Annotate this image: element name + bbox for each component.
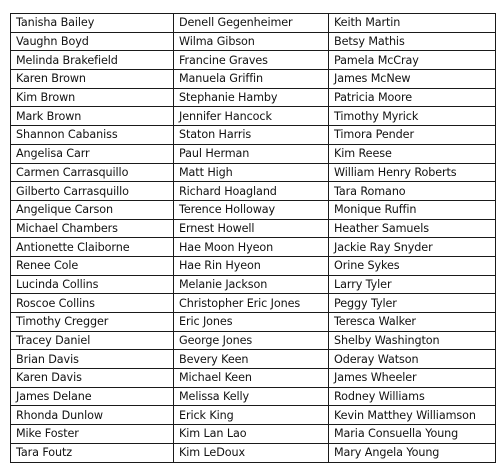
name-cell: Pamela McCray xyxy=(329,51,496,70)
name-cell: Jackie Ray Snyder xyxy=(329,238,496,257)
name-cell: Larry Tyler xyxy=(329,275,496,294)
table-row xyxy=(11,107,496,126)
name-cell: Timora Pender xyxy=(329,126,496,145)
name-cell: Antionette Claiborne xyxy=(11,238,174,257)
name-cell: Karen Davis xyxy=(11,369,174,388)
name-cell: Hae Moon Hyeon xyxy=(174,238,329,257)
name-cell: Orine Sykes xyxy=(329,256,496,275)
name-cell: Christopher Eric Jones xyxy=(174,294,329,313)
name-cell: George Jones xyxy=(174,331,329,350)
name-cell: Melanie Jackson xyxy=(174,275,329,294)
table-row xyxy=(11,369,496,388)
name-cell: Maria Consuella Young xyxy=(329,425,496,444)
name-cell: Paul Herman xyxy=(174,144,329,163)
name-cell: Ernest Howell xyxy=(174,219,329,238)
name-cell: Wilma Gibson xyxy=(174,32,329,51)
name-cell: Matt High xyxy=(174,163,329,182)
table-row xyxy=(11,256,496,275)
name-cell: Heather Samuels xyxy=(329,219,496,238)
name-cell: Erick King xyxy=(174,406,329,425)
name-cell: Betsy Mathis xyxy=(329,32,496,51)
table-row xyxy=(11,406,496,425)
name-cell: Bevery Keen xyxy=(174,350,329,369)
table-row xyxy=(11,200,496,219)
table-row xyxy=(11,32,496,51)
name-cell: Gilberto Carrasquillo xyxy=(11,182,174,201)
table-row xyxy=(11,294,496,313)
name-cell: Shelby Washington xyxy=(329,331,496,350)
name-cell: Michael Keen xyxy=(174,369,329,388)
name-cell: Mark Brown xyxy=(11,107,174,126)
name-cell: Monique Ruffin xyxy=(329,200,496,219)
name-cell: Stephanie Hamby xyxy=(174,88,329,107)
name-cell: Kim Brown xyxy=(11,88,174,107)
name-cell: Michael Chambers xyxy=(11,219,174,238)
names-table xyxy=(10,13,496,463)
name-cell: Renee Cole xyxy=(11,256,174,275)
names-table-body xyxy=(11,14,496,463)
table-row xyxy=(11,182,496,201)
name-cell: Angelisa Carr xyxy=(11,144,174,163)
name-cell: Denell Gegenheimer xyxy=(174,14,329,33)
name-cell: William Henry Roberts xyxy=(329,163,496,182)
name-cell: Carmen Carrasquillo xyxy=(11,163,174,182)
table-row xyxy=(11,219,496,238)
name-cell: Terence Holloway xyxy=(174,200,329,219)
name-cell: Teresca Walker xyxy=(329,313,496,332)
name-cell: Manuela Griffin xyxy=(174,70,329,89)
name-cell: James McNew xyxy=(329,70,496,89)
name-cell: Rhonda Dunlow xyxy=(11,406,174,425)
table-row xyxy=(11,350,496,369)
table-row xyxy=(11,331,496,350)
name-cell: Mike Foster xyxy=(11,425,174,444)
table-row xyxy=(11,313,496,332)
name-cell: Brian Davis xyxy=(11,350,174,369)
name-cell: Eric Jones xyxy=(174,313,329,332)
name-cell: Melissa Kelly xyxy=(174,387,329,406)
table-row xyxy=(11,70,496,89)
name-cell: Roscoe Collins xyxy=(11,294,174,313)
name-cell: Tara Foutz xyxy=(11,443,174,462)
table-row xyxy=(11,126,496,145)
name-cell: Shannon Cabaniss xyxy=(11,126,174,145)
name-cell: Keith Martin xyxy=(329,14,496,33)
table-row xyxy=(11,144,496,163)
name-cell: Angelique Carson xyxy=(11,200,174,219)
name-cell: Mary Angela Young xyxy=(329,443,496,462)
table-row xyxy=(11,275,496,294)
name-cell: Kim Reese xyxy=(329,144,496,163)
name-cell: Kim Lan Lao xyxy=(174,425,329,444)
name-cell: Hae Rin Hyeon xyxy=(174,256,329,275)
name-cell: Patricia Moore xyxy=(329,88,496,107)
name-cell: Tanisha Bailey xyxy=(11,14,174,33)
name-cell: Kim LeDoux xyxy=(174,443,329,462)
name-cell: Timothy Cregger xyxy=(11,313,174,332)
name-cell: Timothy Myrick xyxy=(329,107,496,126)
name-cell: James Wheeler xyxy=(329,369,496,388)
table-row xyxy=(11,14,496,33)
name-cell: Vaughn Boyd xyxy=(11,32,174,51)
name-cell: Peggy Tyler xyxy=(329,294,496,313)
table-row xyxy=(11,425,496,444)
name-cell: Lucinda Collins xyxy=(11,275,174,294)
name-cell: Tracey Daniel xyxy=(11,331,174,350)
name-cell: Oderay Watson xyxy=(329,350,496,369)
name-cell: Tara Romano xyxy=(329,182,496,201)
name-cell: Francine Graves xyxy=(174,51,329,70)
table-row xyxy=(11,238,496,257)
name-cell: Staton Harris xyxy=(174,126,329,145)
name-cell: Karen Brown xyxy=(11,70,174,89)
name-cell: Kevin Matthey Williamson xyxy=(329,406,496,425)
name-cell: James Delane xyxy=(11,387,174,406)
table-row xyxy=(11,163,496,182)
name-cell: Jennifer Hancock xyxy=(174,107,329,126)
table-row xyxy=(11,51,496,70)
table-row xyxy=(11,443,496,462)
name-cell: Melinda Brakefield xyxy=(11,51,174,70)
name-cell: Rodney Williams xyxy=(329,387,496,406)
table-row xyxy=(11,88,496,107)
table-row xyxy=(11,387,496,406)
name-cell: Richard Hoagland xyxy=(174,182,329,201)
